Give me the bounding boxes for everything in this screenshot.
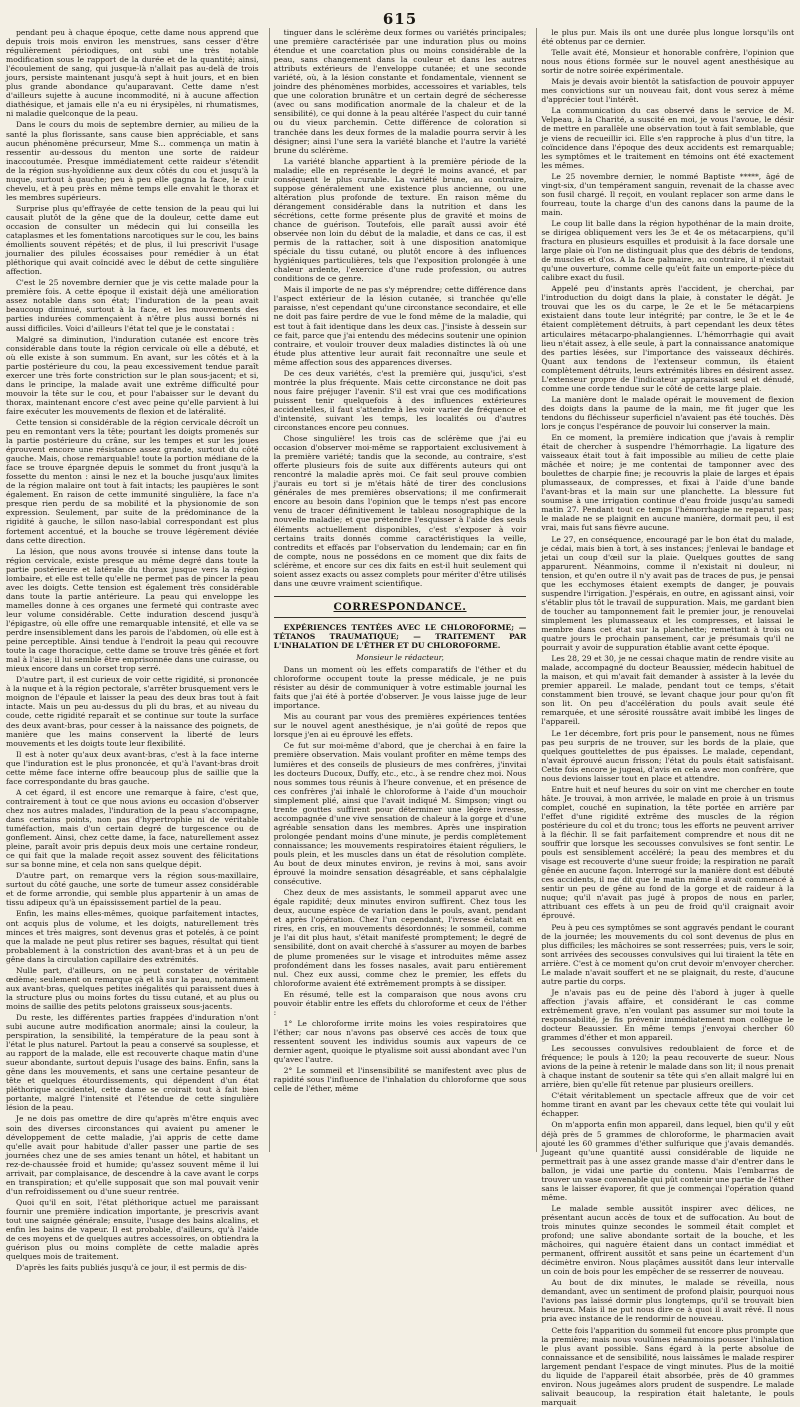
letter-paragraph: Chez deux de mes assistants, le sommeil apparut avec une égale rapidité; deux minutes environ suffirent. Chez tous les deux, aucune espèce de variation dans le pouls, avant, pendant et après l'opération. Chez l'un cependant, l'ivresse éclatait en rires, en cris, en mouvements désordonnés; le sommeil, comme je l'ai dit plus haut, s'était manifesté promptement; le degré de sensibilité, dont on avait cherché à s'assurer au moyen de barbes de plume promenées sur le visage et introduites même assez profondément dans les fosses nasales, avait paru entièrement nul. Chez eux aussi, comme chez le premier, les effets du chloroforme avaient été extrêmement prompts à se dissiper. <box>273 888 527 988</box>
paragraph: le plus pur. Mais ils ont une durée plus longue lorsqu'ils ont été obtenus par ce dernier. <box>541 28 795 47</box>
paragraph: Il est à noter qu'aux deux avant-bras, c'est à la face interne que l'induration est le plus prononcée, et qu'à l'avant-bras droit cette même face interne offre beaucoup plus de saillie que la face correspondante du bras gauche. <box>6 749 259 786</box>
paragraph: Peu à peu ces symptômes se sont aggravés pendant le courant de la journée; les mouvements du col sont devenus de plus en plus difficiles; les mâchoires se sont resserrées; puis, vers le soir, sont arrivées des secousses convulsives qui lui tiraient la tête en arrière. C'est à ce moment qu'on crut devoir m'envoyer chercher. Le malade n'avait souffert et ne se plaignait, du reste, d'aucune autre partie du corps. <box>541 922 795 986</box>
paragraph: Nulle part, d'ailleurs, on ne peut constater de véritable œdème; seulement on remarque çà et là sur la peau, notamment aux avant-bras, quelques petites inégalités qui paraissent dues à la structure plus ou moins fortes du tissu cutané, et au plus ou moins de saillie des petits pelotons graisseux sous-jacents. <box>6 965 259 1011</box>
column-middle-intro <box>274 28 527 588</box>
letter-paragraph: 1° Le chloroforme irrite moins les voies respiratoires que l'éther; car nous n'avons pas observé ces accès de toux que ressentent souvent les individus soumis aux vapeurs de ce dernier agent, quoique le ptyalisme soit aussi abondant avec l'un qu'avec l'autre. <box>273 1018 527 1065</box>
paragraph: Mais je devais avoir bientôt la satisfaction de pouvoir appuyer mes convictions sur un nouveau fait, dont vous serez à même d'apprécier tout l'intérêt. <box>541 77 795 105</box>
column-middle <box>269 28 531 1152</box>
letter-paragraph: Ce fut sur moi-même d'abord, que je cherchai à en faire la première observation. Mais voulant profiter en même temps des lumières et des conseils de plusieurs de mes confrères, j'invitai les docteurs Ducoux, Duffy, etc., etc., à se rendre chez moi. Nous nous sommes tous réunis à l'heure convenue, et en présence de ces confrères j'ai inhalé le chloroforme à l'aide d'un mouchoir simplement plié, ainsi que l'avait indiqué M. Simpson; vingt ou trente gouttes suffirent pour déterminer une légère ivresse, accompagnée d'une vive sensation de chaleur à la gorge et d'une agréable sensation dans les membres. Après une inspiration prolongée pendant moins d'une minute, je perdis complètement connaissance; les mouvements respiratoires étaient réguliers, le pouls plein, et les muscles dans un état de résolution complète. Au bout de deux minutes environ, je revins à moi, sans avoir éprouvé la moindre sensation désagréable, et sans céphalalgie consécutive. <box>273 741 527 887</box>
paragraph: D'autre part, il est curieux de voir cette rigidité, si prononcée à la nuque et à la région pectorale, s'arrêter brusquement vers le moignon de l'épaule et laisser la peau des deux bras tout à fait intacte. Mais un peu au-dessus du pli du bras, et au niveau du coude, cette rigidité reparaît et se continue sur toute la surface des deux avant-bras, pour cesser à la naissance des poignets, de manière que les mains conservent la liberté de leurs mouvements et les doigts toute leur flexibilité. <box>6 675 259 748</box>
paragraph: Le 27, en conséquence, encouragé par le bon état du malade, je cédai, mais bien à tort, à ses instances; j'enlevai le bandage et jetai un coup d'œil sur la plaie. Quelques gouttes de sang apparurent. Néanmoins, comme il n'existait ni douleur, ni tension, et qu'en outre il n'y avait pas de traces de pus, je pensai que les ecchymoses étaient exempts de danger, je pouvais suspendre l'irrigation. J'espérais, en outre, en agissant ainsi, voir s'établir plus tôt le travail de suppuration. Mais, me gardant bien de toucher au tamponnement fait le premier jour, je renouvelai simplement les plumasseaux et les compresses, et laissai le membre dans cet état sur la planchette; remettant à trois ou quatre jours le prochain pansement, car je présumais qu'il ne pourrait y avoir de suppuration établie avant cette époque. <box>541 534 795 653</box>
column-left <box>2 28 263 1273</box>
paragraph: Le 1er décembre, fort pris pour le pansement, nous ne fûmes pas peu surpris de ne trouver, sur les bords de la plaie, que quelques gouttelettes de pus épaisses. Le malade, cependant, n'avait éprouvé aucun frisson; l'état du pouls était satisfaisant. Cette fois encore je jugeai, d'avis en cela avec mon confrère, que nous devions laisser tout en place et attendre. <box>541 728 795 783</box>
paragraph: Dans le cours du mois de septembre dernier, au milieu de la santé la plus florissante, sans cause bien appréciable, et sans aucun phénomène précurseur, Mme S... commença un matin à ressentir au-dessous du menton une sorte de raideur inaccoutumée. Presque immédiatement cette raideur s'étendit de la région sus-hyoïdienne aux deux côtés du cou et jusqu'à la nuque, surtout à gauche; peu à peu elle gagna la face, le cuir chevelu, et à peu près en même temps elle envahit le thorax et les membres supérieurs. <box>6 120 259 202</box>
paragraph: En ce moment, la première indication que j'avais à remplir était de chercher à suspendre l'hémorrhagie. La ligature des vaisseaux était tout à fait impossible au milieu de cette plaie mâchée et noire; je me contentai de tamponner avec des boulettes de charpie fine; je recouvris la plaie de larges et épais plumasseaux, de compresses, et fixai à l'aide d'une bande l'avant-bras et la main sur une planchette. La blessure fut soumise à une irrigation continue d'eau froide jusqu'au samedi matin 27. Pendant tout ce temps l'hémorrhagie ne reparut pas; le malade ne se plaignit en aucune manière, dormait peu, il est vrai, mais fut sans fièvre aucune. <box>541 433 795 533</box>
paragraph: Quoi qu'il en soit, l'état pléthorique actuel me paraissant fournir une première indication importante, je prescrivis avant tout une saignée générale; ensuite, l'usage des bains alcalins, et enfin les bains de vapeur. Il est probable, d'ailleurs, qu'à l'aide de ces moyens et de quelques autres accessoires, on obtiendra la guérison plus ou moins complète de cette maladie après quelques mois de traitement. <box>6 1197 259 1262</box>
paragraph: D'autre part, on remarque vers la région sous-maxillaire, surtout du côté gauche, une sorte de tumeur assez considérable et de forme arrondie, qui semble plus appartenir à un amas de tissu adipeux qu'à un épaississement partiel de la peau. <box>6 871 259 908</box>
paragraph: tinguer dans le sclérème deux formes ou variétés principales; une première caractérisée par une induration plus ou moins étendue et une coarctation plus ou moins considérable de la peau, sans changement dans la couleur et dans les autres attributs extérieurs de l'enveloppe cutanée; et une seconde variété, où, à la lésion constante et fondamentale, viennent se joindre des phénomènes morbides, accessoires et variables, tels que une coloration brunâtre et un certain degré de sécheresse (avec ou sans modification anormale de la chaleur et de la sensibilité), ce qui donne à la peau altérée l'aspect du cuir tanné ou du vieux parchemin. Cette différence de coloration si tranchée dans les deux formes de la maladie pourra servir à les désigner; ainsi l'une sera la variété blanche et l'autre la variété brune du sclérème. <box>273 28 527 155</box>
paragraph: Cette fois l'apparition du sommeil fut encore plus prompte que la première; mais nous voulûmes néanmoins pousser l'inhalation le plus avant possible. Sans égard à la perte absolue de connaissance et de sensibilité, nous laissâmes le malade respirer largement pendant l'espace de vingt minutes. Plus de la moitié du liquide de l'appareil était absorbée, près de 40 grammes environ. Nous jugeâmes alors prudent de suspendre. Le malade salivait beaucoup, la respiration était haletante, le pouls marquait <box>541 1325 795 1407</box>
page-number: 615 <box>382 10 418 28</box>
column-right <box>536 28 798 1407</box>
paragraph: Au bout de dix minutes, le malade se réveilla, nous demandant, avec un sentiment de profond plaisir, pourquoi nous l'avions pas laissé dormir plus longtemps, qu'il se trouvait bien heureux. Mais il ne put nous dire ce à quoi il avait rêvé. Il nous pria avec instance de le rendormir de nouveau. <box>541 1278 795 1324</box>
article-heading: EXPÉRIENCES TENTÉES AVEC LE CHLOROFORME; — TÉTANOS TRAUMATIQUE; — TRAITEMENT PAR L'INHALATION DE L'ÉTHER ET DU CHLOROFORME. <box>273 622 527 650</box>
letter-paragraph: Mis au courant par vous des premières expériences tentées sur le nouvel agent anesthésique, je n'ai goûté de repos que lorsque j'en ai eu éprouvé les effets. <box>273 712 527 740</box>
paragraph: Entre huit et neuf heures du soir on vint me chercher en toute hâte. Je trouvai, à mon arrivée, le malade en proie à un trismus complet, couché en supination, la tête portée en arrière par l'effet d'une rigidité extrême des muscles de la région postérieure du col et du tronc; tous les efforts ne peuvent arriver à la fléchir. Il se fait parfaitement comprendre et nous dit ne souffrir que lorsque les secousses convulsives se font sentir. Le pouls est sensiblement accéléré; la peau des membres et du visage est recouverte d'une sueur froide; la respiration ne paraît gênée en aucune façon. Interrogé sur la manière dont est débuté ces accidents, il me dit que le matin même il avait commencé à sentir un peu de gêne au fond de la gorge et de raideur à la nuque; qu'il n'avait pas jugé à propos de nous en parler, attribuant ces effets à un peu de froid qu'il craignait avoir éprouvé. <box>541 784 795 921</box>
paragraph: D'après les faits publiés jusqu'à ce jour, il est permis de dis- <box>16 1263 247 1273</box>
paragraph: Surprise plus qu'effrayée de cette tension de la peau qui lui causait plutôt de la gêne que de la douleur, cette dame eut occasion de consulter un médecin qui lui conseilla les cataplasmes et les fomentations narcotiques sur le cou, les bains émollients souvent répétés; et de plus, il lui prescrivit l'usage journalier des pilules écossaises pour remédier à un état pléthorique qui avait coïncidé avec le début de cette singulière affection. <box>6 203 259 277</box>
section-title-correspondance: CORRESPONDANCE. <box>274 596 527 618</box>
letter-salutation: Monsieur le rédacteur, <box>356 653 444 662</box>
paragraph: Le coup lit balle dans la région hypothénar de la main droite, se dirigea obliquement vers les 3e et 4e os métacarpiens, qu'il fractura en plusieurs esquilles et produisit à la face dorsale une large plaie où l'on ne distinguait plus que des débris de tendons, de muscles et d'os. A la face palmaire, au contraire, il n'existait qu'une ouverture, comme celle qu'eût faite un emporte-pièce du calibre exact du fusil. <box>541 218 795 283</box>
paragraph: La manière dont le malade opérait le mouvement de flexion des doigts dans la paume de la main, me fit juger que les tendons du fléchisseur superficiel n'avaient pas été touchés. Dès lors je conçus l'espérance de pouvoir lui conserver la main. <box>541 394 795 431</box>
paragraph: La communication du cas observé dans le service de M. Velpeau, à la Charité, a suscité en moi, je vous l'avoue, le désir de mettre en parallèle une observation tout à fait semblable, que je viens de recueillir ici. Elle s'en rapproche à plus d'un titre, la coïncidence dans l'époque des deux accidents est remarquable; les symptômes et le traitement en témoins ont été exactement les mêmes. <box>541 106 795 170</box>
paragraph: Cette tension si considérable de la région cervicale décroît un peu en remontant vers la tête; pourtant les doigts promenés sur la partie postérieure du crâne, sur les tempes et sur les joues éprouvent encore une résistance assez grande, surtout du côté gauche. Mais, chose remarquable! toute la portion médiane de la face se trouve épargnée depuis le sommet du front jusqu'à la fossette du menton : ainsi le nez et la bouche jusqu'aux limites de la région malaire ont tout à fait intacts; les paupières le sont également. En raison de cette immunité singulière, la face n'a presque rien perdu de sa mobilité et la physionomie de son expression. Seulement, par suite de la prédominance de la rigidité à gauche, le sillon naso-labial correspondant est plus fortement accentué, et la bouche se trouve légèrement déviée dans cette direction. <box>6 417 259 545</box>
paragraph: Le 25 novembre dernier, le nommé Baptiste *****, âgé de vingt-six, d'un tempérament sanguin, revenait de la chasse avec son fusil chargé. Il reçoit, en voulant replacer son arme dans le fourreau, toute la charge d'un des canons dans la paume de la main. <box>541 171 795 217</box>
paragraph: Les secousses convulsives redoublaient de force et de fréquence; le pouls à 120; la peau recouverte de sueur. Nous avions de la peine à retenir le malade dans son lit; il nous prenait à chaque instant de soutenir sa tête qui s'en allait malgré lui en arrière, bien qu'elle fût retenue par plusieurs oreillers. <box>541 1044 795 1090</box>
paragraph: Chose singulière! les trois cas de sclérème que j'ai eu occasion d'observer moi-même se rapportaient exclusivement à la première variété; tandis que la seconde, au contraire, s'est offerte plusieurs fois de suite aux différents auteurs qui ont rencontré la maladie après moi. Ce fait seul prouve combien j'aurais eu tort si je m'étais hâté de tirer des conclusions générales de mes premières observations; il me confirmerait encore au besoin dans l'opinion que le temps n'est pas encore venu de tracer définitivement le tableau nosographique de la nouvelle maladie; et que prétendre l'esquisser à l'aide des seuls éléments actuellement disponibles, c'est s'exposer à voir certains traits donnés comme caractéristiques la veille, contredits et effacés par l'observation du lendemain; car en fin de compte, nous ne possédons en ce moment que dix faits de sclérème, et encore sur ces dix faits en est-il huit seulement qui soient assez exacts ou assez complets pour mériter d'être utilisés dans une œuvre vraiment scientifique. <box>273 434 527 588</box>
paragraph: Mais il importe de ne pas s'y méprendre; cette différence dans l'aspect extérieur de la lésion cutanée, si tranchée qu'elle paraisse, n'est cependant qu'une circonstance secondaire, et elle ne doit pas faire perdre de vue le fond même de la maladie, qui est tout à fait identique dans les deux cas. J'insiste à dessein sur ce fait, parce que j'ai entendu des médecins soutenir une opinion contraire, et vouloir trouver deux maladies distinctes là où une étude plus attentive leur aurait fait reconnaître une seule et même affection sous des apparences diverses. <box>273 285 527 367</box>
paragraph: Je ne dois pas omettre de dire qu'après m'être enquis avec soin des diverses circonstances qui avaient pu amener le développement de cette maladie, j'ai appris de cette dame qu'elle avait pour habitude d'aller passer une partie de ses journées chez une de ses amies tenant un hôtel, et habitant un rez-de-chaussée froid et humide; qu'assez souvent même il lui arrivait, par complaisance, de descendre à la cave avant le corps en transpiration; et qu'elle supposait que son mal pouvait venir d'un refroidissement ou d'une sueur rentrée. <box>6 1114 259 1196</box>
paragraph: Les 28, 29 et 30, je ne cessai chaque matin de rendre visite au malade, accompagné du docteur Beaussier, médecin habituel de la maison, et qui m'avait fait demander à assister à la levée du premier appareil. Le malade, pendant tout ce temps, s'était constamment bien trouvé, se levant chaque jour pour qu'on fît son lit. On peu d'accélération du pouls avait seule été remarquée, et une sérosité roussâtre avait imbibé les linges de l'appareil. <box>541 654 795 727</box>
paragraph: Le malade semble aussitôt inspirer avec délices, ne présentant aucun accès de toux et de suffocation. Au bout de trois minutes quinze secondes le sommeil était complet et profond; une salive abondante sortait de la bouche, et les mâchoires, qui naguère étaient dans un contact immédiat et permanent, offrirent aussitôt et sans peine un écartement d'un décimètre environ. Nous plaçâmes aussitôt dans leur intervalle un coin de bois pour les empêcher de se resserrer de nouveau. <box>541 1203 795 1277</box>
paragraph: La variété blanche appartient à la première période de la maladie; elle en représente le degré le moins avancé, et par conséquent le plus curable. La variété brune, au contraire, suppose généralement une existence plus ancienne, ou une altération plus profonde de texture. En raison même du dérangement considérable dans la nutrition et dans les sécrétions, cette forme présente plus de gravité et moins de chance de guérison. Toutefois, elle paraît aussi avoir été observée non loin du début de la maladie, et dans ce cas, il est permis de la rattacher, soit à une disposition anatomique spéciale du tissu cutané, ou plutôt encore à des influences hygiéniques particulières, tels que l'exposition prolongée à une chaleur ardente, l'exercice d'une rude profession, ou autres conditions de ce genre. <box>273 156 527 284</box>
paragraph: Malgré sa diminution, l'induration cutanée est encore très considérable dans toute la région cervicale où elle a débuté, et où elle existe à son summum. En avant, sur les côtés et à la partie postérieure du cou, la peau excessivement tendue paraît exercer une très forte constriction sur le plan sous-jacent; et si, dans le principe, la malade avait une extrême difficulté pour mouvoir la tête sur le cou, et pour l'abaisser sur le devant du thorax, maintenant encore c'est avec peine qu'elle parvient à lui faire exécuter les mouvements de flexion et de latéralité. <box>6 334 259 416</box>
paragraph: Du reste, les différentes parties frappées d'induration n'ont subi aucune autre modification anormale; ainsi la couleur, la perspiration, la sensibilité, la température de la peau sont à l'état le plus naturel. Partout la peau a conservé sa souplesse, et au rapport de la malade, elle est recouverte chaque matin d'une sueur abondante, surtout depuis l'usage des bains. Enfin, sans la gêne dans les mouvements, et sans une certaine pesanteur de tête et quelques étourdissements, qui dépendent d'un état pléthorique accidentel, cette dame se croirait tout à fait bien portante, malgré l'intensité et l'étendue de cette singulière lésion de la peau. <box>6 1012 259 1113</box>
paragraph: C'était véritablement un spectacle affreux que de voir cet homme tirant en avant par les chevaux cette tête qui voulait lui échapper. <box>541 1091 795 1119</box>
letter-paragraph: Dans un moment où les effets comparatifs de l'éther et du chloroforme occupent toute la presse médicale, je ne puis résister au désir de communiquer à votre estimable journal les faits que j'ai été à portée d'observer. Je vous laisse juge de leur importance. <box>273 665 527 711</box>
paragraph: La lésion, que nous avons trouvée si intense dans toute la région cervicale, existe presque au même degré dans toute la partie postérieure et latérale du thorax jusque vers la région lombaire, et elle est telle qu'elle ne permet pas de pincer la peau avec les doigts. Cette tension est également très considérable dans toute la partie antérieure. La peau qui enveloppe les mamelles donne à ces organes une fermeté qui contraste avec leur volume considérable. Cette induration descend jusqu'à l'épigastre, où elle offre une remarquable intensité, et elle va se perdre insensiblement dans les parois de l'abdomen, où elle est à peine perceptible. Ainsi tendue à l'endroit la peau qui recouvre toute la cage thoracique, cette dame se trouve très gênée et fort mal à l'aise; il lui semble être emprisonnée dans une cuirasse, ou mieux encore dans un corset trop serré. <box>6 546 259 674</box>
paragraph: Telle avait été, Monsieur et honorable confrère, l'opinion que nous nous étions formée sur le nouvel agent anesthésique au sortir de notre soirée expérimentale. <box>541 48 795 76</box>
letter-body <box>274 665 527 1093</box>
paragraph: C'est le 25 novembre dernier que je vis cette malade pour la première fois. A cette époque il existait déjà une amélioration assez notable dans son état; l'induration de la peau avait beaucoup diminué, surtout à la face, et les mouvements des parties indurées commençaient à n'être plus aussi bornés ni aussi difficiles. Voici d'ailleurs l'état tel que je le constatai : <box>6 278 259 333</box>
text-columns <box>2 28 798 1407</box>
paragraph: Je n'avais pas eu de peine dès l'abord à juger à quelle affection j'avais affaire, et considérant le cas comme extrêmement grave, n'en voulant pas assumer sur moi toute la responsabilité, je fis prévenir immédiatement mon collègue le docteur Beaussier. En même temps j'envoyai chercher 60 grammes d'éther et mon appareil. <box>541 987 795 1043</box>
letter-paragraph: En résumé, telle est la comparaison que nous avons cru pouvoir établir entre les effets du chloroforme et ceux de l'éther : <box>273 989 527 1017</box>
paragraph: A cet égard, il est encore une remarque à faire, c'est que, contrairement à tout ce que nous avions eu occasion d'observer chez nos autres malades, l'induration de la peau s'accompagne, dans certains points, non pas d'hypertrophie ni de véritable tuméfaction, mais d'un certain degré de turgescence ou de gonflement. Ainsi, chez cette dame, la face, naturellement assez pleine, paraît avoir pris depuis deux mois une certaine rondeur, ce qui fait que la malade reçoit assez souvent des félicitations sur sa bonne mine, et cela non sans quelque dépit. <box>6 787 259 870</box>
paragraph: De ces deux variétés, c'est la première qui, jusqu'ici, s'est montrée la plus fréquente. Mais cette circonstance ne doit pas nous faire préjuger l'avenir. S'il est vrai que ces modifications puissent tenir quelquefois à des influences extérieures accidentelles, il faut s'attendre à les voir varier de fréquence et d'intensité, suivant les temps, les localités ou d'autres circonstances encore peu connues. <box>273 368 527 433</box>
paragraph: On m'apporta enfin mon appareil, dans lequel, bien qu'il y eût déjà près de 5 grammes de chloroforme, le pharmacien avait ajouté les 60 grammes d'éther sulfurique que j'avais demandés. Jugeant qu'une quantité aussi considérable de liquide ne permettrait pas à une assez grande masse d'air d'entrer dans le ballon, je vidai une partie du contenu. Mais l'embarras de trouver un vase convenable qui pût contenir une partie de l'éther sans le laisser évaporer, fit que je commençai l'opération quand même. <box>541 1120 795 1202</box>
paragraph: Enfin, les mains elles-mêmes, quoique parfaitement intactes, ont acquis plus de volume, et les doigts, naturellement très minces et très maigres, sont devenus gras et potelés, à ce point que la malade ne peut plus retirer ses bagues, résultat qui tient probablement à la constriction des avant-bras et à un peu de gêne dans la circulation capillaire des extrémités. <box>6 909 259 964</box>
letter-paragraph: 2° Le sommeil et l'insensibilité se manifestent avec plus de rapidité sous l'influence de l'inhalation du chloroforme que sous celle de l'éther, même <box>273 1066 527 1094</box>
paragraph: pendant peu à chaque époque, cette dame nous apprend que depuis trois mois environ les menstrues, sans cesser d'être régulièrement périodiques, ont subi une très notable modification sous le rapport de la durée et de la quantité; ainsi, l'écoulement de sang, qui jusque-là n'allait pas au-delà de trois jours, persiste maintenant jusqu'à sept à huit jours, et en bien plus grande abondance qu'auparavant. Cette dame n'est d'ailleurs sujette à aucune incommodité, ni à aucune affection diathésique, et jamais elle n'a eu ni érysipèles, ni rhumatismes, ni maladie quelconque de la peau. <box>6 28 259 119</box>
paragraph: Appelé peu d'instants après l'accident, je cherchai, par l'introduction du doigt dans la plaie, à constater le dégât. Je trouvai que les os du carpe, le 2e et le 5e métacarpiens existaient dans toute leur intégrité; par contre, le 3e et le 4e étaient complètement détruits, à part cependant les deux têtes articulaires métacarpo-phalangiennes. L'hémorrhagie qui avait lieu n'était assez, à elle seule, à part la connaissance anatomique des parties lésées, sur l'importance des vaisseaux déchirés. Quant aux tendons de l'extenseur commun, ils étaient complètement détruits, leurs extrémités libres en désirent assez. L'extenseur propre de l'indicateur apparaissait seul et dénudé, comme une corde tendue sur le côté de cette large plaie. <box>541 284 795 393</box>
